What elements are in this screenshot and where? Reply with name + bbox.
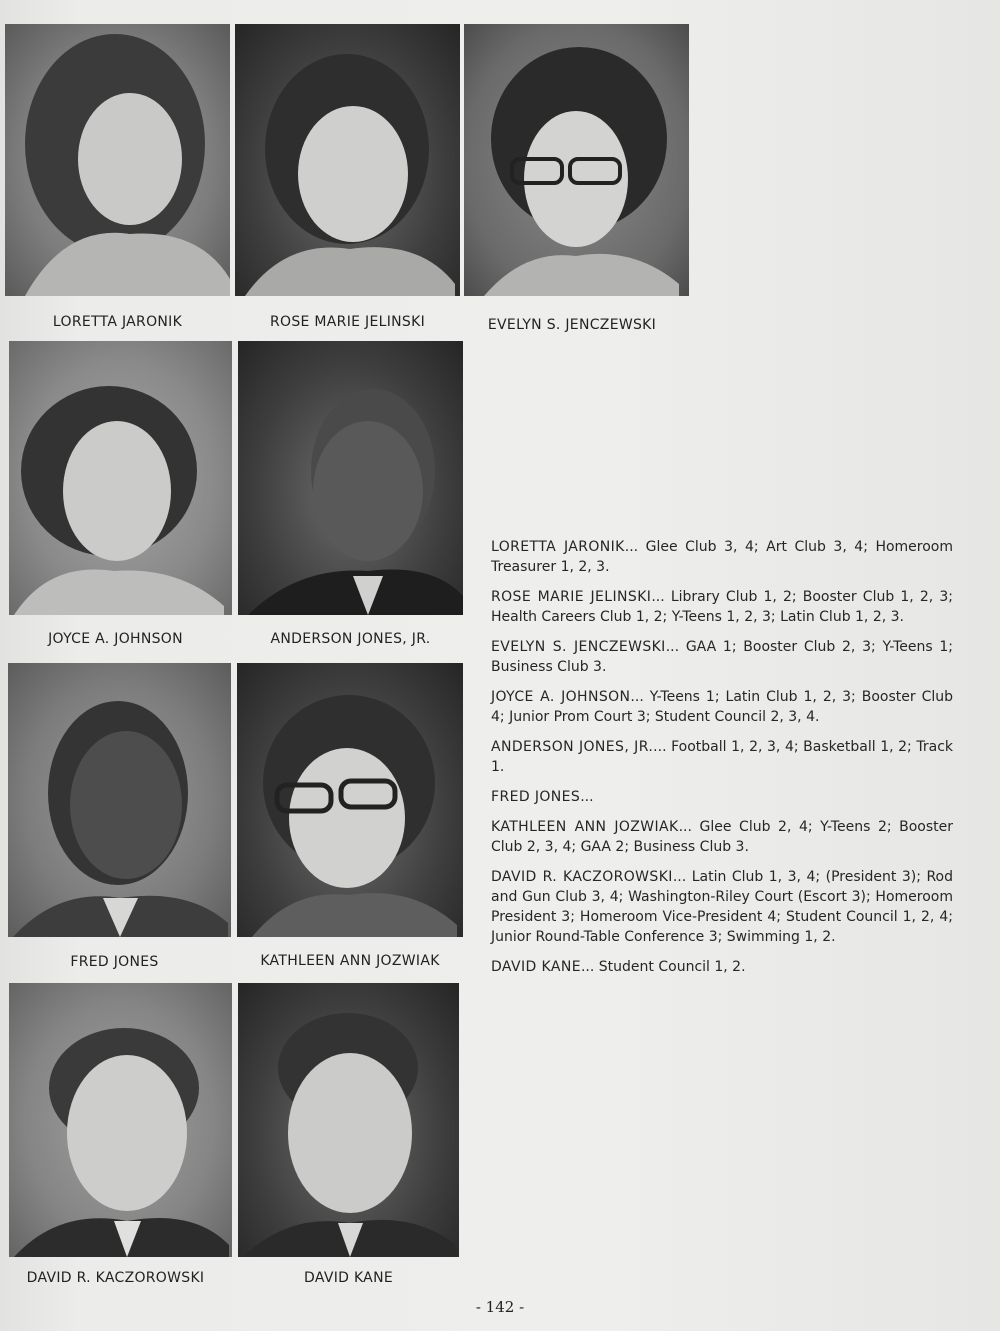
portrait-caption: FRED JONES [70,954,159,970]
bio-text: Football 1, 2, 3, 4; Basketball 1, 2; Track 1. [491,739,953,775]
bio-name: DAVID KANE [491,959,581,975]
portrait-photo-david-r-kaczorowski [9,983,232,1257]
portrait-photo-fred-jones [8,663,231,937]
bio-separator: ... [580,959,595,975]
bio-separator: ... [580,789,594,805]
bio-name: ANDERSON JONES, JR. [491,739,654,755]
bio-name: DAVID R. KACZOROWSKI [491,869,673,885]
portrait-photo-loretta-jaronik [5,24,230,296]
portrait-photo-evelyn-s-jenczewski [464,24,689,296]
portrait-caption: EVELYN S. JENCZEWSKI [487,317,657,333]
bio-separator: ... [624,539,639,555]
bio-separator: ... [672,869,687,885]
bio-separator: ... [678,819,692,835]
bio-name: EVELYN S. JENCZEWSKI [491,639,666,655]
bio-text: Glee Club 2, 4; Y-Teens 2; Booster Club 2, 3, 4; GAA 2; Business Club 3. [491,819,954,855]
bio-entry [491,817,953,857]
bio-entry [491,737,953,777]
portrait-caption: DAVID R. KACZOROWSKI [26,1270,205,1286]
bio-separator: ... [665,639,680,655]
bio-separator: ... [653,739,667,755]
portrait-photo-david-kane [238,983,459,1257]
bio-entry [491,537,953,577]
portrait-caption: ROSE MARIE JELINSKI [269,314,425,330]
bio-text: GAA 1; Booster Club 2, 3; Y-Teens 1; Business Club 3. [491,639,954,675]
bio-entry [491,867,953,947]
portrait-photo-rose-marie-jelinski [235,24,460,296]
bio-entry [491,687,953,727]
bio-separator: ... [630,689,644,705]
bio-entry [491,637,953,677]
portrait-caption: DAVID KANE [304,1270,393,1286]
bio-name: KATHLEEN ANN JOZWIAK [491,819,679,835]
bio-text: Student Council 1, 2. [598,959,746,975]
portrait-photo-joyce-a-johnson [9,341,232,615]
page-number: - 142 - [475,1298,525,1316]
bio-text: Glee Club 3, 4; Art Club 3, 4; Homeroom Treasurer 1, 2, 3. [491,539,954,575]
bio-name: LORETTA JARONIK [491,539,625,555]
portrait-photo-anderson-jones-jr [238,341,463,615]
bio-name: ROSE MARIE JELINSKI [491,589,652,605]
bio-name: JOYCE A. JOHNSON [491,689,631,705]
portrait-caption: JOYCE A. JOHNSON [48,631,183,647]
bio-separator: ... [651,589,665,605]
portrait-caption: LORETTA JARONIK [52,314,183,330]
bio-text: Library Club 1, 2; Booster Club 1, 2, 3; Health Careers Club 1, 2; Y-Teens 1, 2, 3; Latin Club 1, 2, 3. [491,589,953,625]
bio-entry [491,587,953,627]
bio-entry [491,957,953,977]
portrait-caption: ANDERSON JONES, JR. [270,631,431,647]
bio-text: Latin Club 1, 3, 4; (President 3); Rod and Gun Club 3, 4; Washington-Riley Court (Escort 3); Homeroom President 3; Homeroom Vice-President 4; Student Council 1, 2, 4; Junior Round-Table Conference 3; Swimming 1, 2. [491,869,954,945]
bio-text: Y-Teens 1; Latin Club 1, 2, 3; Booster Club 4; Junior Prom Court 3; Student Council 2, 3, 4. [491,689,953,725]
portrait-photo-kathleen-ann-jozwiak [237,663,463,937]
portrait-caption: KATHLEEN ANN JOZWIAK [260,953,440,969]
bio-entry [491,787,953,807]
biography-list [491,537,953,987]
bio-name: FRED JONES [491,789,581,805]
